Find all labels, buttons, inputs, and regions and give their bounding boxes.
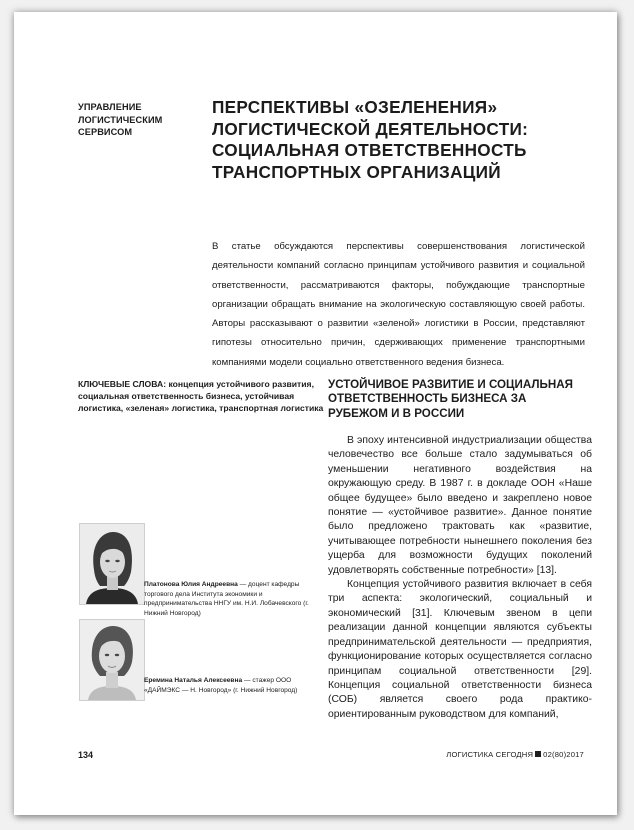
author-description: — стажер ООО «ДАЙМЭКС — Н. Новгород» (г. Нижний Новгород) <box>144 677 298 694</box>
title-line: ЛОГИСТИЧЕСКОЙ ДЕЯТЕЛЬНОСТИ: <box>212 118 529 139</box>
abstract: В статье обсуждаются перспективы совершенствования логистической деятельности компаний согласно принципам устойчивого развития и социальной ответственности, рассматриваются факторы, побуждающие транспортные организации обращать внимание на экологическую составляющую своей работы. Авторы рассказывают о развитии «зеленой» логистики в России, представляют гипотезы относительно причин, сдерживающих применение транспортными компаниями модели социально ответственного ведения бизнеса. <box>212 241 585 368</box>
journal-page <box>14 12 617 815</box>
author-info <box>144 676 324 695</box>
title-line: ПЕРСПЕКТИВЫ «ОЗЕЛЕНЕНИЯ» <box>212 97 498 117</box>
title-line: СОЦИАЛЬНАЯ ОТВЕТСТВЕННОСТЬ <box>212 140 527 160</box>
square-separator-icon <box>535 751 541 757</box>
author-description: — доцент кафедры торгового дела Института экономики и предпринимательства ННГУ им. Н.И. Лобачевского (г. Нижний Новгород) <box>144 581 309 617</box>
section-label-line: ЛОГИСТИЧЕСКИМ <box>78 114 163 125</box>
journal-footer <box>394 750 584 759</box>
keywords: КЛЮЧЕВЫЕ СЛОВА: концепция устойчивого развития, социальная ответственность бизнеса, устойчивая логистика, «зеленая» логистика, транспортная логистика <box>78 379 324 413</box>
portrait-image <box>80 524 144 604</box>
article-body <box>328 434 592 722</box>
author-name: Платонова Юлия Андреевна <box>144 581 238 588</box>
portrait-image <box>80 620 144 700</box>
journal-name: ЛОГИСТИКА СЕГОДНЯ <box>446 750 534 759</box>
body-paragraph: В эпоху интенсивной индустриализации общества человечество все больше стало задумываться об уменьшении негативного воздействия на окружающую среду. В 1987 г. в докладе ООН «Наше общее будущее» было введено и закреплено новое понятие — «устойчивое развитие». Данное понятие было предложено трактовать как «развитие, учитывающее потребности нынешнего поколения без ущерба для возможности будущих поколений удовлетворять собственные потребности» [13]. <box>328 435 592 576</box>
body-paragraph: Концепция устойчивого развития включает в себя три аспекта: экологический, социальный и экономический [31]. Ключевым звеном в цепи реализации данной концепции являются субъекты предпринимательской деятельности — предприятия, функционирование которых осуществляется согласно принципам социальной ответственности [29]. Концепция социальной ответственности бизнеса (СОБ) является своего рода практико-ориентированным руководством для компаний, <box>328 579 592 720</box>
section-label-line: УПРАВЛЕНИЕ <box>78 102 142 112</box>
author-photo <box>79 523 145 605</box>
author-name: Еремина Наталья Алексеевна <box>144 677 243 684</box>
page-number: 134 <box>78 750 94 760</box>
title-line: ТРАНСПОРТНЫХ ОРГАНИЗАЦИЙ <box>212 161 501 182</box>
article-title <box>212 97 572 183</box>
author-photo <box>79 619 145 701</box>
author-info <box>144 580 324 618</box>
section-heading: УСТОЙЧИВОЕ РАЗВИТИЕ И СОЦИАЛЬНАЯ ОТВЕТСТВЕННОСТЬ БИЗНЕСА ЗА РУБЕЖОМ И В РОССИИ <box>328 378 573 420</box>
section-label-line: СЕРВИСОМ <box>78 127 133 137</box>
journal-issue: 02(80)2017 <box>543 750 584 759</box>
section-label <box>78 101 188 139</box>
